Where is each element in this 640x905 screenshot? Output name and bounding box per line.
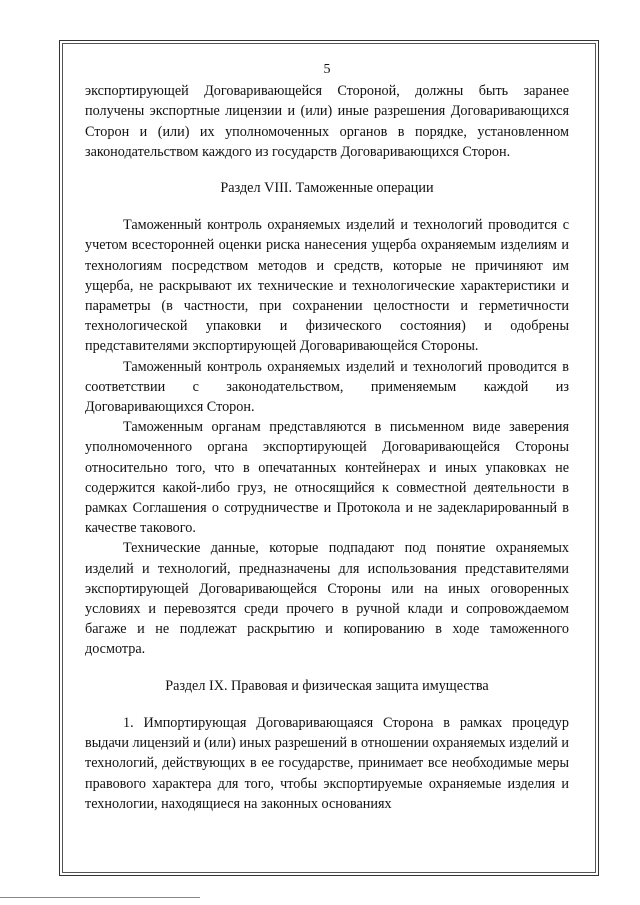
- continued-paragraph: экспортирующей Договаривающейся Стороной, должны быть заранее получены экспортные лицензии и (или) иные разрешения Договаривающихся Сторон и (или) их уполномоченных органов в порядке, установленном законодательством каждого из государств Договаривающихся Сторон.: [85, 83, 569, 160]
- scan-edge-line: [0, 897, 200, 898]
- page-number: 5: [323, 62, 331, 77]
- document-page: [85, 60, 569, 814]
- section-8-paragraph-3: Таможенным органам представляются в письменном виде заверения уполномоченного органа экспортирующей Договаривающейся Стороны относительно того, что в опечатанных контейнерах и иных упаковках не содержится какой-либо груз, не относящийся к совместной деятельности в рамках Соглашения о сотрудничестве и Протокола и не задекларированный в качестве такового.: [85, 419, 569, 537]
- section-8-paragraph-2: Таможенный контроль охраняемых изделий и технологий проводится в соответствии с законодательством, применяемым каждой из Договаривающихся Сторон.: [85, 358, 569, 416]
- section-9-paragraph-1: 1. Импортирующая Договаривающаяся Сторона в рамках процедур выдачи лицензий и (или) иных разрешений в отношении охраняемых изделий и технологий, действующих в ее государстве, принимает все необходимые меры правового характера для того, чтобы экспортируемые охраняемые изделия и технологии, находящиеся на законных основаниях: [85, 714, 569, 812]
- section-8-paragraph-4: Технические данные, которые подпадают под понятие охраняемых изделий и технологий, предназначены для использования представителями экспортирующей Договаривающейся Стороны или на иных оговоренных условиях и перевозятся среди прочего в ручной клади и сопровождаемом багаже и не подлежат раскрытию и копированию в ходе таможенного досмотра.: [85, 540, 569, 658]
- section-9-heading: Раздел IX. Правовая и физическая защита имущества: [165, 677, 489, 694]
- section-8-heading: Раздел VIII. Таможенные операции: [220, 180, 434, 197]
- section-8-paragraph-1: Таможенный контроль охраняемых изделий и технологий проводится с учетом всесторонней оценки риска нанесения ущерба охраняемым изделиям и технологиям посредством методов и средств, которые не причиняют им ущерба, не раскрывают их технические и технологические характеристики и параметры (в частности, при сохранении целостности и герметичности технологической упаковки и физического состояния) и одобрены представителями экспортирующей Договаривающейся Стороны.: [85, 217, 569, 355]
